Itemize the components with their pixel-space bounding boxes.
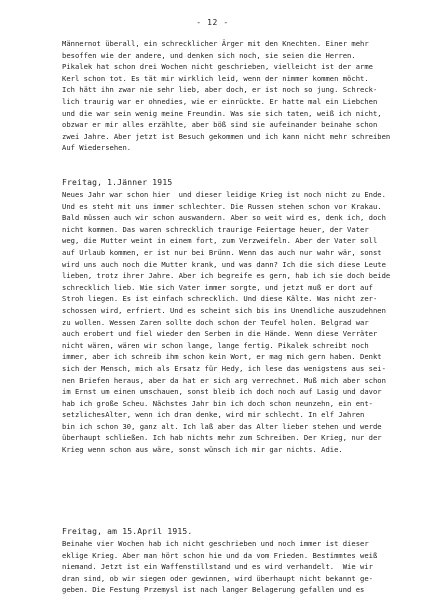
text-line: schrecklich lieb. Wie sich Vater immer sorgte, und jetzt muß er dort auf [62, 282, 373, 292]
entry-january-paragraph [62, 189, 402, 456]
text-line: Neues Jahr war schon hier und dieser leidige Krieg ist noch nicht zu Ende. [62, 190, 386, 199]
text-line: auf Urlaub kommen, er ist nur bei Brünn. Wenn das auch nur wahr wär, sonst [62, 247, 382, 257]
text-line: Und es steht mit uns immer schlechter. Die Russen stehen schon vor Krakau. [62, 201, 382, 211]
text-line: im Ernst um einen umschauen, sonst bleib ich doch noch auf Lasig und davor [62, 387, 382, 397]
text-line: wird uns auch noch die Mutter krank, und was dann? Ich die sich diese Leute [62, 259, 386, 269]
text-line: geben. Die Festung Przemysl ist nach langer Belagerung gefallen und es [62, 585, 365, 595]
text-line: besoffen wie der andere, und denken sich noch, sie seien die Herren. [62, 50, 356, 60]
text-line: Pikalek hat schon drei Wochen nicht geschrieben, vielleicht ist der arme [62, 62, 373, 72]
intro-paragraph [62, 38, 402, 154]
text-line: überhaupt schließen. Ich hab nichts mehr zum Schreiben. Der Krieg, nur der [62, 433, 382, 443]
text-line: nen Briefen heraus, aber da hat er sich arg verrechnet. Muß mich aber schon [62, 375, 386, 385]
text-line: niemand. Jetzt ist ein Waffenstillstand und es wird verhandelt. Wie wir [62, 562, 373, 572]
text-line: zwei Jahre. Aber jetzt ist Besuch gekommen und ich kann nicht mehr schreiben [62, 131, 391, 141]
page-number: - 12 - [196, 18, 229, 27]
text-line: Kerl schon tot. Es tät mir wirklich leid, wenn der nimmer kommen möcht. [62, 73, 369, 83]
text-line: obzwar er mir alles erzählte, aber böß sind sie aufeinander beinahe schon [62, 120, 378, 130]
text-line: setzlichesAlter, wenn ich dran denke, wird mir schlecht. In elf Jahren [62, 410, 365, 420]
entry-heading-april: Freitag, am 15.April 1915. [62, 527, 193, 536]
text-line: Bald müssen auch wir schon auswandern. Aber so weit wird es, denk ich, doch [62, 213, 386, 223]
text-line: schossen wird, erfriert. Und es scheint sich bis ins Unendliche auszudehnen [62, 305, 386, 315]
text-line: immer, aber ich schreib ihm schon kein Wort, er mag mich gern haben. Denkt [62, 352, 382, 362]
text-line: auch erobert und fiel wieder den Serben in die Hände. Wenn diese Verräter [62, 329, 378, 339]
text-line: hab ich große Scheu. Nächstes Jahr bin ich doch schon neunzehn, ein ent- [62, 398, 373, 408]
text-line: nicht kommen. Das waren schrecklich traurige Feiertage heuer, der Vater [62, 224, 369, 234]
text-line: eklige Krieg. Aber man hört schon hie und da vom Frieden. Bestimmtes weiß [62, 550, 378, 560]
text-line: dran sind, ob wir siegen oder gewinnen, wird überhaupt nicht bekannt ge- [62, 573, 373, 583]
text-line: lieben, trotz ihrer Jahre. Aber ich begreife es gern, hab ich sie doch beide [62, 271, 391, 281]
text-line: sich der Mensch, mich als Ersatz für Hedy, ich lese das wenigstens aus sei- [62, 363, 386, 373]
text-line: zu wollen. Wessen Zaren sollte doch schon der Teufel holen. Belgrad war [62, 317, 369, 327]
text-line: weg, die Mutter weint in einem fort, zum Verzweifeln. Aber der Vater soll [62, 236, 378, 246]
text-line: nicht wären, wären wir schon lange, lange fertig. Pikalek schreibt noch [62, 340, 369, 350]
text-line: Ich hätt ihn zwar nie sehr lieb, aber doch, er ist noch so jung. Schreck- [62, 85, 378, 95]
entry-april-paragraph [62, 538, 402, 596]
text-line: Stroh liegen. Es ist einfach schrecklich. Und diese Kälte. Was nicht zer- [62, 294, 378, 304]
entry-heading-january: Freitag, 1.Jänner 1915 [62, 178, 173, 187]
text-line: und die war sein wenig meine Freundin. Was sie sich taten, weiß ich nicht, [62, 108, 382, 118]
text-line: Krieg wenn schon aus wäre, sonst wünsch ich mir gar nichts. Adie. [62, 445, 343, 455]
text-line: Beinahe vier Wochen hab ich nicht geschrieben und noch immer ist dieser [62, 539, 369, 548]
text-line: lich traurig war er ohnedies, wie er einrückte. Er hatte mal ein Liebchen [62, 96, 378, 106]
text-line: bin ich schon 30, ganz alt. Ich laß aber das Alter lieber stehen und werde [62, 421, 382, 431]
text-line: Auf Wiedersehen. [62, 143, 132, 153]
text-line: Männernot überall, ein schrecklicher Ärger mit den Knechten. Einer mehr [62, 39, 369, 48]
